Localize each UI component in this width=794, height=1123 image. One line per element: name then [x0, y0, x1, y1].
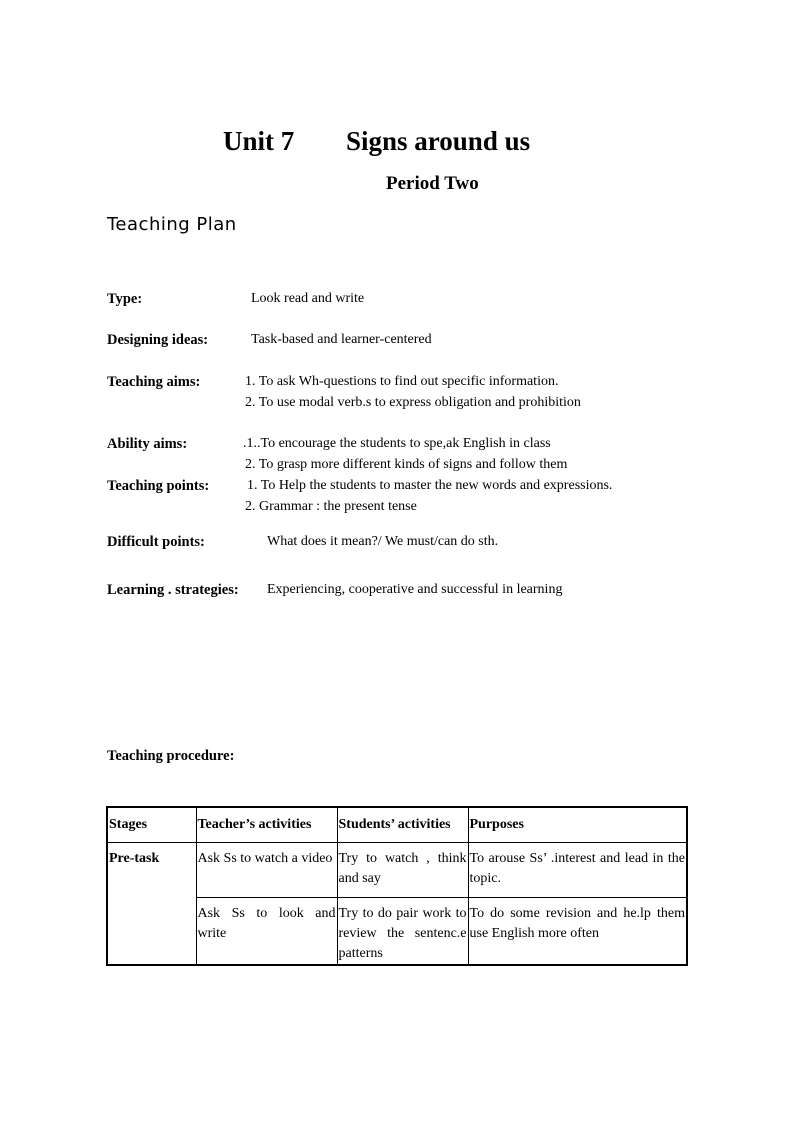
teaching-procedure-heading: Teaching procedure: — [107, 748, 235, 764]
teaching-plan-heading: Teaching Plan — [107, 214, 237, 235]
type-value: Look read and write — [251, 291, 365, 306]
unit-number: Unit 7 — [223, 126, 295, 156]
header-teacher-activities: Teacher’s activities — [196, 807, 337, 843]
teaching-aims-line-2: 2. To use modal verb.s to express obligation and prohibition — [245, 395, 581, 410]
difficult-points-label: Difficult points: — [107, 534, 205, 550]
purpose: To arouse Ss’ .interest and lead in the topic. — [468, 843, 687, 898]
header-stages: Stages — [107, 807, 196, 843]
teaching-points-label: Teaching points: — [107, 478, 210, 494]
unit-topic: Signs around us — [346, 126, 531, 156]
period-title: Period Two — [386, 173, 479, 194]
student-activity: Try to watch , think and say — [337, 843, 468, 898]
teacher-activity: Ask Ss to watch a video — [196, 843, 337, 898]
learning-strategies-label: Learning . strategies: — [107, 582, 239, 598]
difficult-points-value: What does it mean?/ We must/can do sth. — [267, 534, 499, 549]
teacher-activity: Ask Ss to look and write — [196, 898, 337, 966]
type-label: Type: — [107, 291, 143, 307]
teaching-aims-line-1: 1. To ask Wh-questions to find out specific information. — [245, 374, 559, 389]
header-students-activities: Students’ activities — [337, 807, 468, 843]
teaching-points-line-1: 1. To Help the students to master the new words and expressions. — [247, 478, 613, 493]
teaching-points-line-2: 2. Grammar : the present tense — [245, 499, 417, 514]
procedure-table — [106, 806, 688, 966]
ability-aims-line-1: .1..To encourage the students to spe,ak English in class — [243, 436, 551, 451]
purpose: To do some revision and he.lp them use English more often — [468, 898, 687, 966]
designing-ideas-label: Designing ideas: — [107, 332, 209, 348]
teaching-aims-label: Teaching aims: — [107, 374, 201, 390]
table-row — [107, 843, 687, 898]
student-activity: Try to do pair work to review the sentenc.e patterns — [337, 898, 468, 966]
learning-strategies-value: Experiencing, cooperative and successful in learning — [267, 582, 563, 597]
designing-ideas-value: Task-based and learner-centered — [251, 332, 432, 347]
ability-aims-line-2: 2. To grasp more different kinds of signs and follow them — [245, 457, 568, 472]
stage-pre-task: Pre-task — [107, 843, 196, 966]
header-purposes: Purposes — [468, 807, 687, 843]
ability-aims-label: Ability aims: — [107, 436, 188, 452]
table-header-row — [107, 807, 687, 843]
